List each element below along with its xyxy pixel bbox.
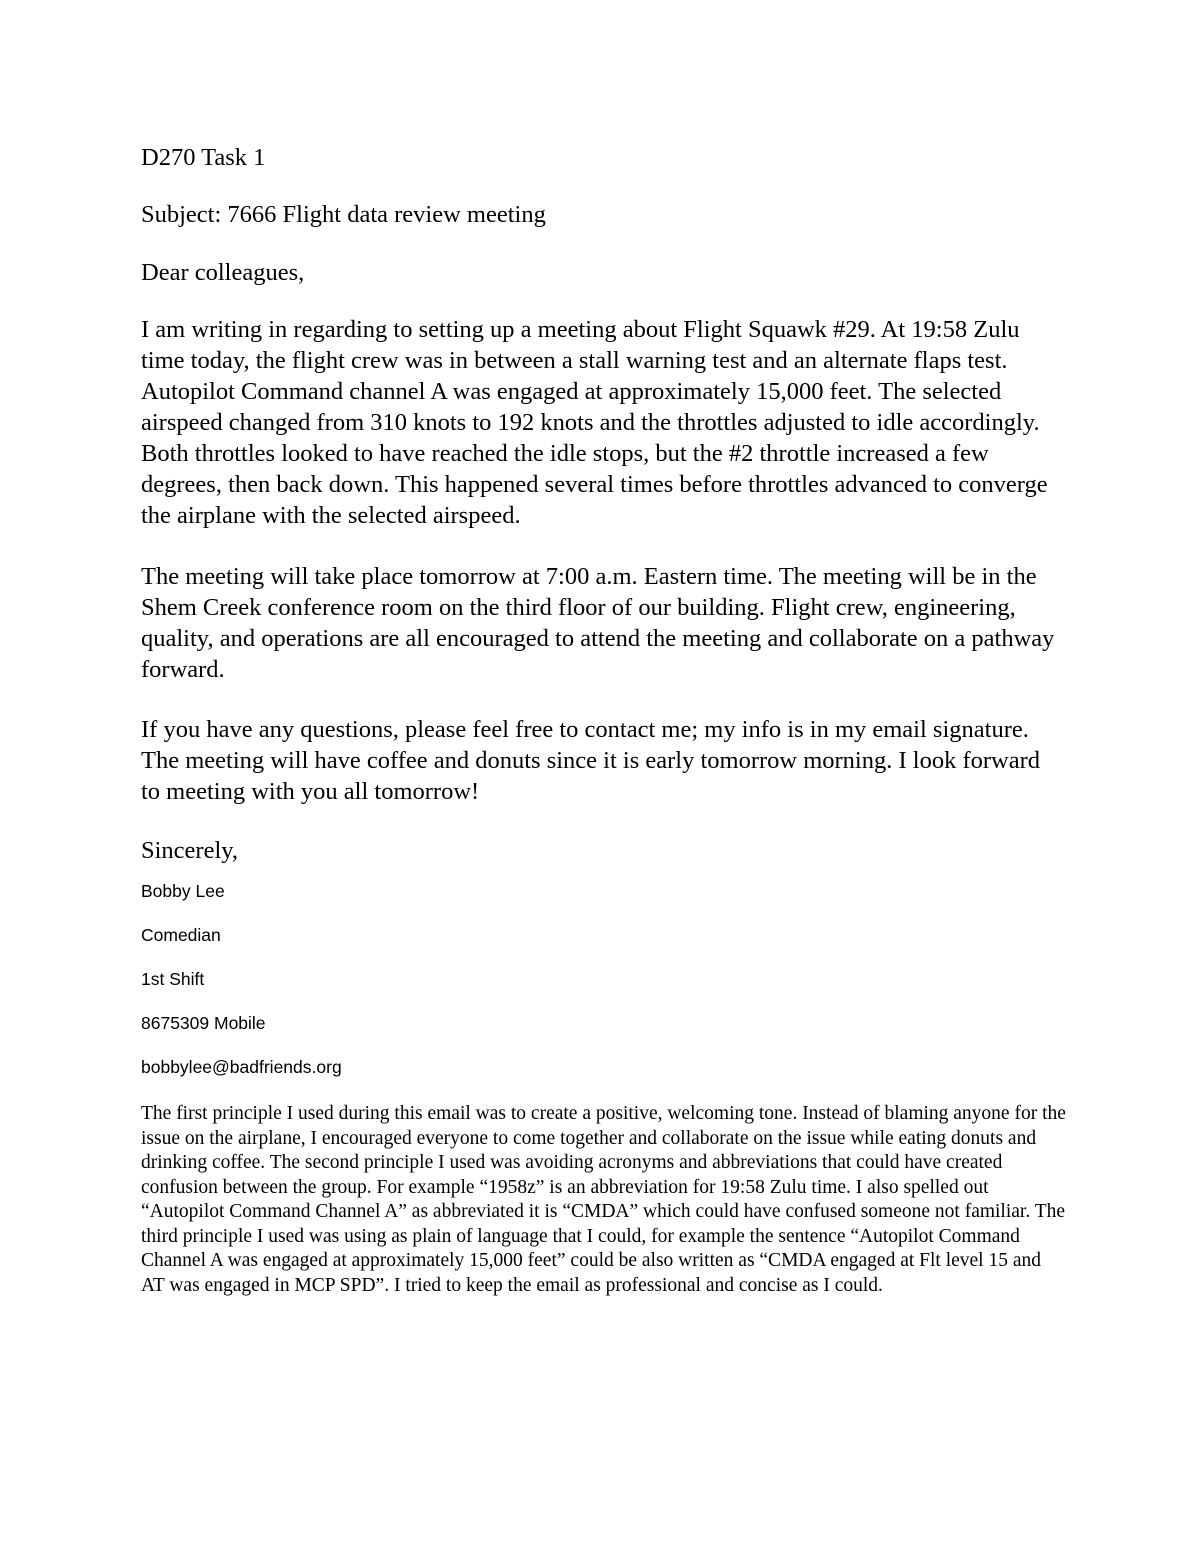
body-paragraph-contact: If you have any questions, please feel free to contact me; my info is in my email signature. The meeting will have coffee and donuts since it is early tomorrow morning. I look forward to meeting with you all tomorrow!: [141, 716, 1040, 805]
document-page: [141, 142, 1066, 1298]
signature-title: Comedian: [141, 925, 221, 945]
signature-name: Bobby Lee: [141, 881, 225, 901]
signature-shift: 1st Shift: [141, 969, 205, 989]
reflection-paragraph: The first principle I used during this email was to create a positive, welcoming tone. Instead of blaming anyone for the issue on the airplane, I encouraged everyone to come together and collaborate on the issue while eating donuts and drinking coffee. The second principle I used was avoiding acronyms and abbreviations that could have created confusion between the group. For example “1958z” is an abbreviation for 19:58 Zulu time. I also spelled out “Autopilot Command Channel A” as abbreviated it is “CMDA” which could have confused someone not familiar. The third principle I used was using as plain of language that I could, for example the sentence “Autopilot Command Channel A was engaged at approximately 15,000 feet” could be also written as “CMDA engaged at Flt level 15 and AT was engaged in MCP SPD”. I tried to keep the email as professional and concise as I could.: [141, 1103, 1066, 1296]
email-signature: [141, 880, 1061, 1078]
email-subject: Subject: 7666 Flight data review meeting: [141, 201, 546, 228]
email-greeting: Dear colleagues,: [141, 259, 305, 286]
email-closing: Sincerely,: [141, 837, 239, 864]
body-paragraph-meeting-details: The meeting will take place tomorrow at 7:00 a.m. Eastern time. The meeting will be in the Shem Creek conference room on the third floor of our building. Flight crew, engineering, quality, and operations are all encouraged to attend the meeting and collaborate on a pathway forward.: [141, 563, 1055, 683]
body-paragraph-incident: I am writing in regarding to setting up a meeting about Flight Squawk #29. At 19:58 Zulu time today, the flight crew was in between a stall warning test and an alternate flaps test. Autopilot Command channel A was engaged at approximately 15,000 feet. The selected airspeed changed from 310 knots to 192 knots and the throttles adjusted to idle accordingly. Both throttles looked to have reached the idle stops, but the #2 throttle increased a few degrees, then back down. This happened several times before throttles advanced to converge the airplane with the selected airspeed.: [141, 316, 1048, 529]
signature-phone: 8675309 Mobile: [141, 1013, 266, 1033]
signature-email: bobbylee@badfriends.org: [141, 1057, 342, 1077]
document-title: D270 Task 1: [141, 144, 266, 171]
